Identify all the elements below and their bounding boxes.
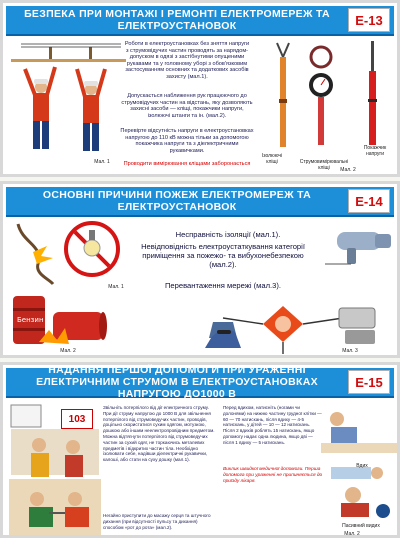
figure-caption: Мал. 3: [342, 348, 358, 354]
svg-text:Бензин: Бензин: [17, 316, 44, 324]
first-aid-text-1: Звільніть потерпілого від дії електричного струму. При дії струму напругою до 1000 В для звільнення потерпілого від струмоведучих частин, проводів, доцільно скористатися сухим одягом, мотузкою, дошкою або іншим неелектропровідним предметом. Можна відтягнути потерпілого від струмоведучих частин за сухий одяг, не торкаючись металевих предметів і відкритих частин тіла. Необхідно ізолювати себе, надівши діелектричні рукавички, калоші, або стати на суху дошку (мал.1).: [103, 405, 215, 463]
warning-text: Проводити вимірювання кліщами заборонається: [123, 161, 251, 167]
iron-illustration: [203, 326, 243, 350]
cause-overload: Перевантаження мережі (мал.3).: [164, 281, 282, 290]
figure-caption: Мал. 2: [344, 531, 360, 537]
section-header: [6, 364, 394, 400]
first-aid-footer: Негайно приступити до масажу серця та штучного дихання (при відсутності пульсу та дихання) способом «рот до рота» (мал.2).: [103, 513, 211, 530]
cpr-instructions: Перед вдихом, натисніть (ногами чи долонями) на нижню частину грудної клітки — 60 — 70 натискань, після вдиху — 4-5 натискань, у дітей — 10 — 12 натискань. Після 2 вдихів роблять 15 натискань, якщо допомогу надає одна людина, якщо дві — після 1 вдиху — 5 натискань.: [223, 405, 322, 445]
figure-caption: Мал. 2: [340, 167, 356, 173]
emergency-phone-badge: [61, 409, 93, 429]
label-passive-exhale: Пасивний видих: [342, 523, 380, 529]
cause-insulation: Несправність ізоляції (мал.1).: [175, 230, 281, 239]
section-code-badge: Е-15: [348, 370, 390, 394]
protective-tools-illustration: [259, 39, 397, 159]
figure-caption: Мал. 1: [94, 159, 110, 165]
tool-label-clamp-meter: Струмовимірювальні кліщі: [299, 159, 349, 171]
section-title: ОСНОВНІ ПРИЧИНИ ПОЖЕЖ ЕЛЕКТРОМЕРЕЖ ТА ЕЛЕКТРОУСТАНОВОК: [42, 189, 312, 213]
figure-caption: Мал. 2: [60, 348, 76, 354]
flammable-barrels-illustration: [9, 294, 109, 350]
sparking-cable-illustration: [13, 224, 63, 284]
cpr-illustration: [321, 403, 397, 521]
safety-text-3: Перевірте відсутність напруги в електроустановках напругою до 110 кВ можна тільки за допомогою покажчика напруги та з діелектричними рукавичками.: [120, 128, 254, 154]
poster-section-e14: [0, 181, 400, 358]
poster-section-e13: [0, 0, 400, 177]
cause-equipment-mismatch: Невідповідність електроустаткування категорії приміщення за пожежо- та вибухонебезпекою (мал.2).: [141, 242, 305, 270]
tool-label-indicator: Покажчик напруги: [363, 145, 387, 157]
section-header: [6, 6, 394, 36]
faulty-lamp-illustration: [63, 220, 121, 278]
figure-caption: Мал. 1: [108, 284, 124, 290]
section-code-badge: Е-14: [348, 189, 390, 213]
safety-text-1: Роботи в електроустановках без зняття напруги з струмовідучих частин проводять за нарядом-допуском в одязі з застібнутими опущеними рукавами та у головному уборі з обов'язковим застосуванням основних та додаткових засобів захисту (мал.1).: [124, 41, 250, 80]
section-title: БЕЗПЕКА ПРИ МОНТАЖІ І РЕМОНТІ ЕЛЕКТРОМЕРЕЖ ТА ЕЛЕКТРОУСТАНОВОК: [24, 8, 330, 32]
emergency-phone-number: 103: [68, 413, 86, 425]
tool-label-pliers: Ізолюючі кліщі: [261, 153, 283, 165]
hair-dryer-illustration: [323, 226, 395, 266]
label-inhale: Вдих: [356, 463, 368, 469]
poster-section-e15: [0, 362, 400, 538]
safety-text-2: Допускається наближення рук працюючого до струмовідучих частин на відстань, яку дозволяють захисні засоби — кліщі, покажчики напруги, ізолюючі штанги та ін. (мал.2).: [121, 93, 253, 119]
section-title: НАДАННЯ ПЕРШОЇ ДОПОМОГИ ПРИ УРАЖЕННІ ЕЛЕКТРИЧНИМ СТРУМОМ В ЕЛЕКТРОУСТАНОВКАХ НАПРУГОЮ ДО1000 В: [36, 364, 318, 400]
section-header: [6, 187, 394, 217]
cpr-warning: Виклик швидкої медичної допомоги. Перша допомога при ураженні не припиняється до приїзду лікаря.: [223, 467, 323, 484]
section-code-badge: Е-13: [348, 8, 390, 32]
workers-illustration: [11, 39, 126, 159]
